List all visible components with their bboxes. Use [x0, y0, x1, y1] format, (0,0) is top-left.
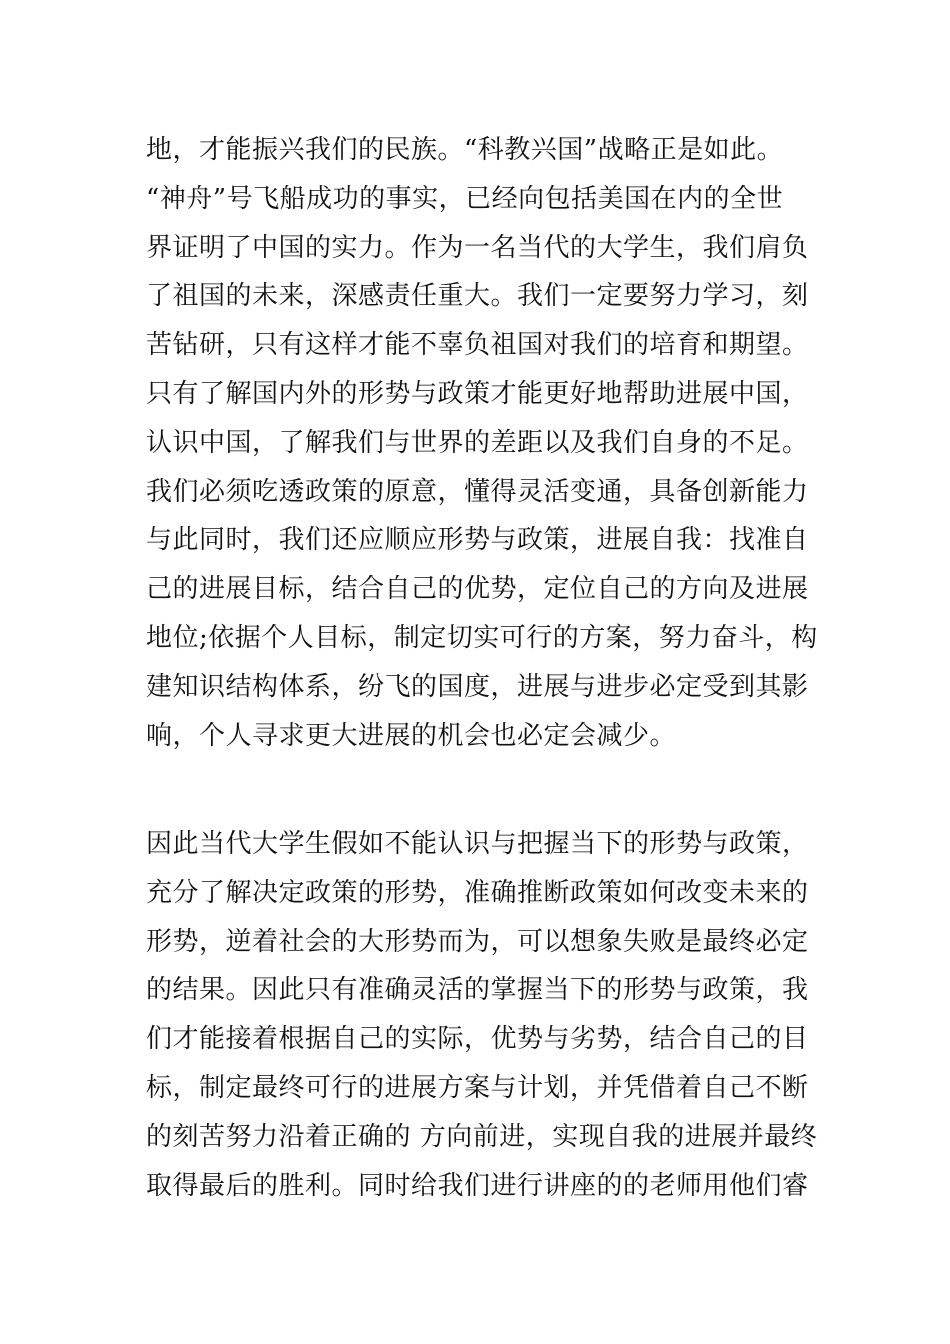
text-line: 充分了解决定政策的形势，准确推断政策如何改变未来的: [146, 877, 809, 908]
text-line: 建知识结构体系，纷飞的国度，进展与进步必定受到其影: [146, 671, 809, 702]
text-line: 们才能接着根据自己的实际，优势与劣势，结合自己的目: [146, 1024, 809, 1055]
text-line: 界证明了中国的实力。作为一名当代的大学生，我们肩负: [146, 232, 809, 263]
text-line: 的刻苦努力沿着正确的 方向前进，实现自我的进展并最终: [146, 1121, 818, 1152]
text-line: 地，才能振兴我们的民族。“科教兴国”战略正是如此。: [146, 135, 784, 165]
text-line: 苦钻研，只有这样才能不辜负祖国对我们的培育和期望。: [146, 330, 809, 361]
text-line: 认识中国，了解我们与世界的差距以及我们自身的不足。: [146, 427, 809, 458]
text-line: 了祖国的未来，深感责任重大。我们一定要努力学习，刻: [146, 281, 809, 312]
text-line: 的结果。因此只有准确灵活的掌握当下的形势与政策，我: [146, 975, 809, 1006]
text-line: 形势，逆着社会的大形势而为，可以想象失败是最终必定: [146, 926, 809, 957]
text-line: 己的进展目标，结合自己的优势，定位自己的方向及进展: [146, 574, 809, 605]
paragraph-2: [146, 820, 816, 1210]
paragraph-1: [146, 126, 816, 760]
text-line: 地位;依据个人目标，制定切实可行的方案，努力奋斗，构: [146, 622, 818, 653]
text-line: 因此当代大学生假如不能认识与把握当下的形势与政策，: [146, 829, 809, 859]
text-line: “神舟”号飞船成功的事实，已经向包括美国在内的全世: [146, 183, 784, 214]
text-line: 我们必须吃透政策的原意，懂得灵活变通，具备创新能力: [146, 476, 809, 507]
text-line: 只有了解国内外的形势与政策才能更好地帮助进展中国，: [146, 378, 809, 409]
text-line: 标，制定最终可行的进展方案与计划，并凭借着自己不断: [146, 1072, 809, 1103]
text-line: 取得最后的胜利。同时给我们进行讲座的的老师用他们睿: [146, 1170, 809, 1201]
text-line: 与此同时，我们还应顺应形势与政策，进展自我：找准自: [146, 525, 809, 556]
text-line: 响，个人寻求更大进展的机会也必定会减少。: [146, 720, 677, 751]
